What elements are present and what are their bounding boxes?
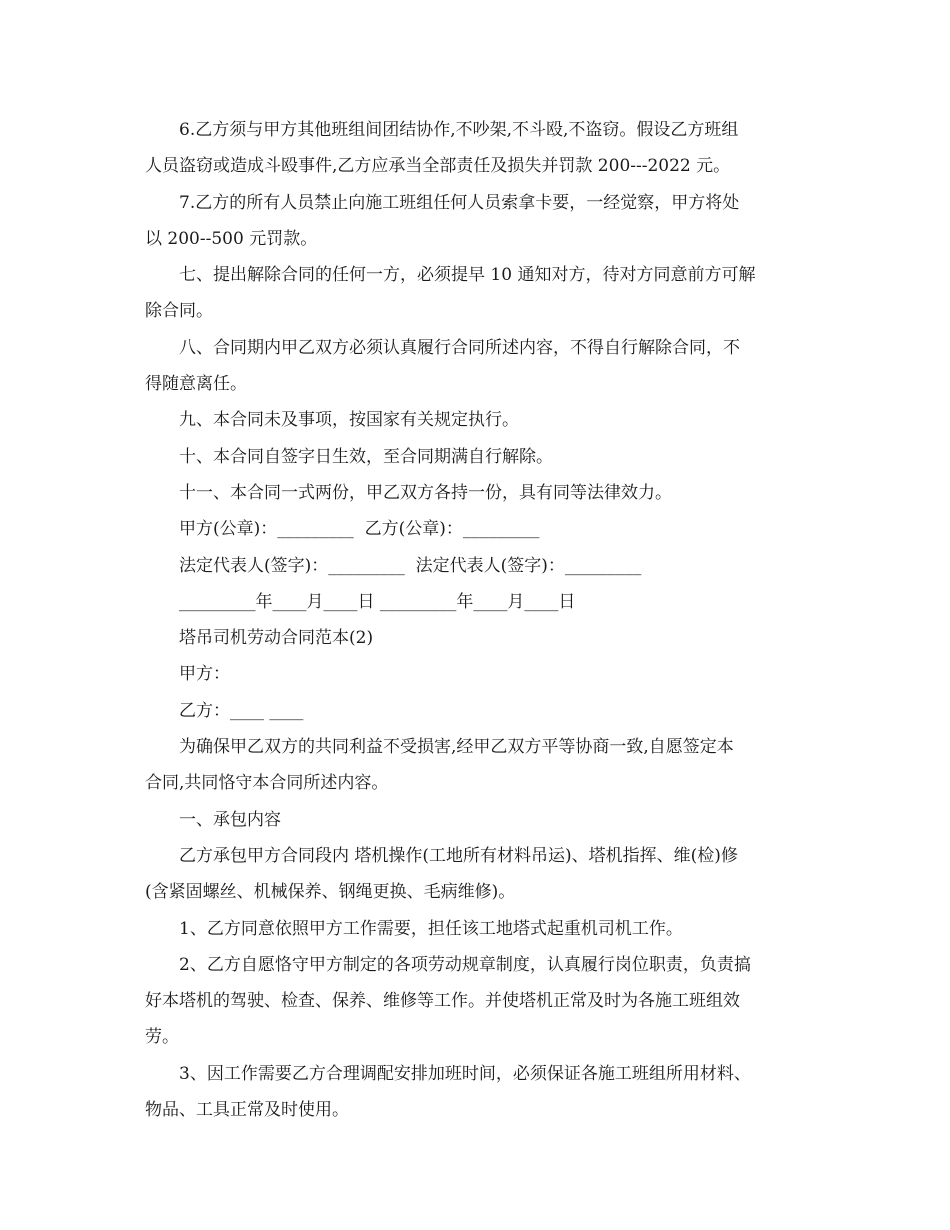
article-7-line-2: 除合同。	[145, 301, 213, 322]
article-7-line-1: 七、提出解除合同的任何一方，必须提早 10 通知对方，待对方同意前方可解	[179, 265, 756, 286]
date-line: _________年____月____日 _________年____月____日	[179, 591, 576, 612]
representative-signature-line: 法定代表人(签字)：_________ 法定代表人(签字)：_________	[179, 555, 642, 576]
scope-line-1: 乙方承包甲方合同段内 塔机操作(工地所有材料吊运)、塔机指挥、维(检)修	[179, 845, 738, 866]
item-2-line-3: 劳。	[145, 1027, 179, 1048]
preamble-line-1: 为确保甲乙双方的共同利益不受损害,经甲乙双方平等协商一致,自愿签定本	[179, 737, 734, 758]
item-1: 1、乙方同意依照甲方工作需要，担任该工地塔式起重机司机工作。	[179, 918, 683, 939]
item-2-line-2: 好本塔机的驾驶、检查、保养、维修等工作。并使塔机正常及时为各施工班组效	[145, 991, 740, 1012]
article-10: 十、本合同自签字日生效，至合同期满自行解除。	[179, 446, 553, 467]
section-1-heading: 一、承包内容	[179, 809, 281, 830]
item-2-line-1: 2、乙方自愿恪守甲方制定的各项劳动规章制度，认真履行岗位职责，负责搞	[179, 954, 751, 975]
article-8-line-1: 八、合同期内甲乙双方必须认真履行合同所述内容，不得自行解除合同，不	[179, 337, 740, 358]
article-9: 九、本合同未及事项，按国家有关规定执行。	[179, 410, 519, 431]
article-8-line-2: 得随意离任。	[145, 374, 247, 395]
preamble-line-2: 合同,共同恪守本合同所述内容。	[145, 773, 389, 794]
party-a-line: 甲方：	[179, 664, 230, 685]
clause-7-line-2: 以 200--500 元罚款。	[145, 228, 318, 249]
item-3-line-2: 物品、工具正常及时使用。	[145, 1100, 349, 1121]
contract-title-2: 塔吊司机劳动合同范本(2)	[179, 628, 374, 649]
clause-7-line-1: 7.乙方的所有人员禁止向施工班组任何人员索拿卡要，一经觉察，甲方将处	[179, 192, 740, 213]
clause-6-line-1: 6.乙方须与甲方其他班组间团结协作,不吵架,不斗殴,不盗窃。假设乙方班组	[179, 120, 739, 140]
party-b-line: 乙方：____ ____	[179, 700, 304, 721]
document-body	[145, 112, 810, 1128]
scope-line-2: (含紧固螺丝、机械保养、钢绳更换、毛病维修)。	[145, 882, 516, 903]
clause-6-line-2: 人员盗窃或造成斗殴事件,乙方应承当全部责任及损失并罚款 200---2022 元。	[145, 156, 731, 177]
item-3-line-1: 3、因工作需要乙方合理调配安排加班时间，必须保证各施工班组所用材料、	[179, 1063, 751, 1084]
seal-line: 甲方(公章)：_________ 乙方(公章)：_________	[179, 519, 540, 540]
article-11: 十一、本合同一式两份，甲乙双方各持一份，具有同等法律效力。	[179, 482, 672, 503]
